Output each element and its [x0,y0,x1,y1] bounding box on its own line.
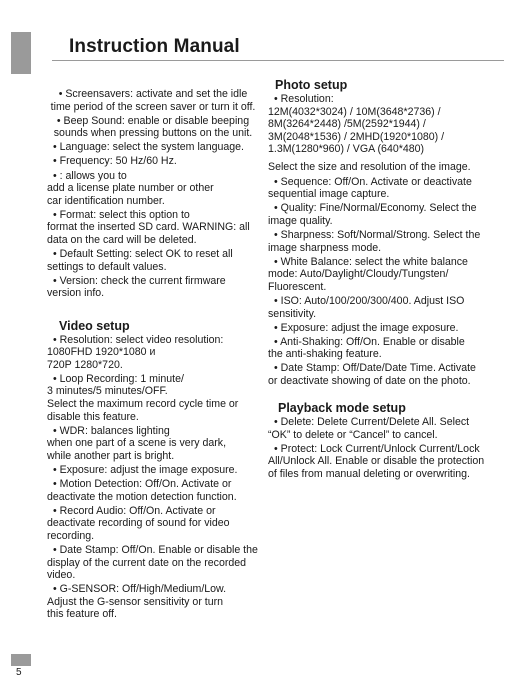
frequency-item: • Frequency: 50 Hz/60 Hz. [53,155,177,168]
photo-setup-heading: Photo setup [275,78,348,92]
header-divider [52,60,504,61]
iso-item: • ISO: Auto/100/200/300/400. Adjust ISO sensitivity. [268,294,465,320]
video-setup-heading: Video setup [59,318,130,333]
header-accent-bar [11,32,31,74]
version-item: • Version: check the current firmware version info. [47,274,226,300]
photo-date-stamp-item: • Date Stamp: Off/Date/Date Time. Activate or deactivate showing of date on the photo. [268,362,476,387]
g-sensor-item: • G-SENSOR: Off/High/Medium/Low. Adjust the G-sensor sensitivity or turn this feature off. [47,583,227,621]
language-item: • Language: select the system language. [53,141,244,154]
sequence-item: • Sequence: Off/On. Activate or deactivate sequential image capture. [268,175,472,201]
motion-detection-item: • Motion Detection: Off/On. Activate or deactivate the motion detection function. [47,478,237,503]
beep-sound-item: • Beep Sound: enable or disable beeping sounds when pressing buttons on the unit. [53,114,253,140]
screensavers-item: • Screensavers: activate and set the idle time period of the screen saver or turn it off. [50,88,256,113]
footer-accent-bar [11,654,31,666]
right-column [268,78,490,482]
photo-resolution-item: • Resolution: 12M(4032*3024) / 10M(3648*2736) / 8M(3264*2448) /5M(2592*1944) / 3M(2048*1536) / 2MHD(1920*1080) / 1.3M(1280*960) / VGA (640*480) [268,93,445,156]
left-column [47,88,259,623]
video-date-stamp-item: • Date Stamp: Off/On. Enable or disable the display of the current date on the recorded video. [47,544,258,582]
anti-shaking-item: • Anti-Shaking: Off/On. Enable or disable the anti-shaking feature. [268,335,465,361]
license-plate-item: • : allows you to add a license plate number or other car identification number. [47,169,214,207]
quality-item: • Quality: Fine/Normal/Economy. Select the image quality. [268,202,477,227]
loop-recording-item: • Loop Recording: 1 minute/ 3 minutes/5 minutes/OFF. Select the maximum record cycle time or disable this feature. [47,372,239,423]
video-exposure-item: • Exposure: adjust the image exposure. [53,463,238,476]
record-audio-item: • Record Audio: Off/On. Activate or deactivate recording of sound for video recording. [47,504,230,542]
photo-exposure-item: • Exposure: adjust the image exposure. [274,321,459,334]
page-title: Instruction Manual [69,36,240,57]
format-item: • Format: select this option to format the inserted SD card. WARNING: all data on the card will be deleted. [47,208,250,247]
page-number: 5 [16,667,22,678]
wdr-item: • WDR: balances lighting when one part of a scene is very dark, while another part is bright. [47,424,227,462]
playback-setup-heading: Playback mode setup [278,401,406,416]
video-resolution-item: • Resolution: select video resolution: 1080FHD 1920*1080 и 720P 1280*720. [47,333,224,371]
protect-item: • Protect: Lock Current/Unlock Current/Lock All/Unlock All. Enable or disable the protection of files from manual deleting or overwriting. [268,442,485,480]
size-resolution-note: Select the size and resolution of the image. [268,161,471,174]
sharpness-item: • Sharpness: Soft/Normal/Strong. Select the image sharpness mode. [268,228,481,254]
white-balance-item: • White Balance: select the white balance mode: Auto/Daylight/Cloudy/Tungsten/ Fluorescent. [268,255,468,293]
delete-item: • Delete: Delete Current/Delete All. Select “OK” to delete or “Cancel” to cancel. [268,416,470,441]
default-setting-item: • Default Setting: select OK to reset all settings to default values. [47,248,233,273]
